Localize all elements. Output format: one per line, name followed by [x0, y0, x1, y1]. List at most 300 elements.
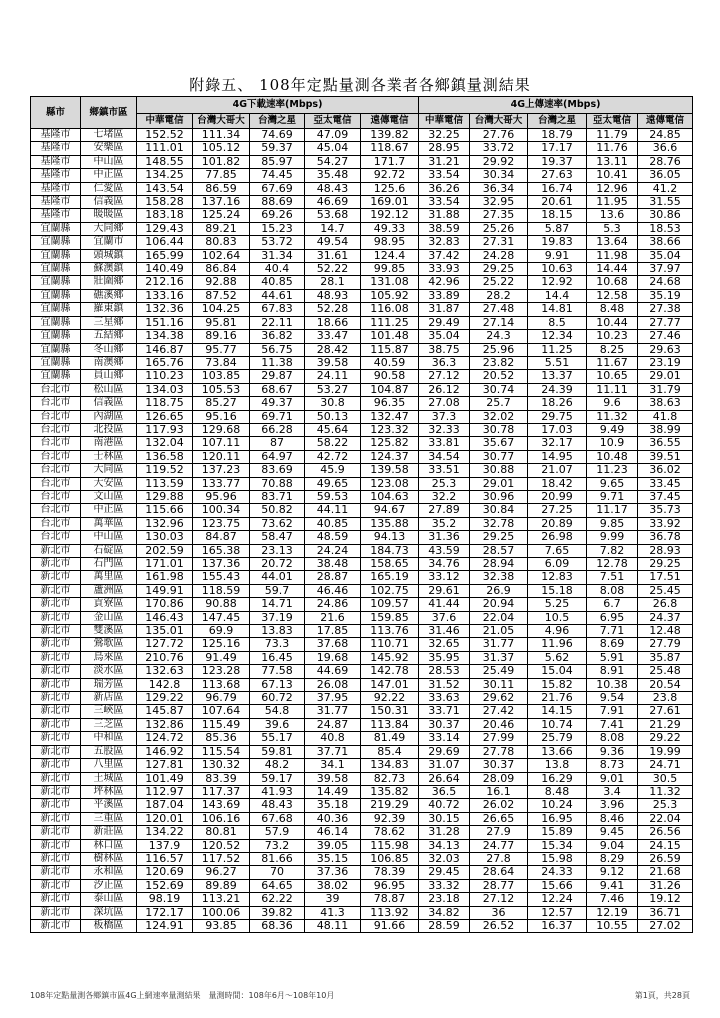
download-cell: 132.86: [137, 718, 193, 731]
upload-cell: 37.42: [419, 249, 470, 262]
download-cell: 110.23: [137, 370, 193, 383]
download-cell: 24.24: [305, 544, 361, 557]
district-cell: 三重區: [81, 812, 137, 825]
upload-cell: 25.45: [638, 584, 693, 597]
upload-cell: 22.04: [470, 611, 528, 624]
download-cell: 67.13: [250, 678, 305, 691]
upload-cell: 11.67: [587, 356, 638, 369]
ul-operator-header: 台灣之星: [528, 114, 587, 129]
download-cell: 91.66: [361, 919, 419, 932]
download-cell: 94.13: [361, 531, 419, 544]
download-cell: 113.84: [361, 718, 419, 731]
upload-cell: 30.77: [470, 450, 528, 463]
upload-cell: 28.93: [638, 544, 693, 557]
download-cell: 85.4: [361, 745, 419, 758]
district-cell: 信義區: [81, 397, 137, 410]
upload-cell: 31.26: [638, 879, 693, 892]
upload-cell: 29.45: [419, 866, 470, 879]
county-cell: 台北市: [31, 477, 81, 490]
download-cell: 35.48: [305, 169, 361, 182]
county-cell: 台北市: [31, 437, 81, 450]
download-cell: 139.82: [361, 129, 419, 142]
upload-cell: 19.12: [638, 893, 693, 906]
upload-cell: 32.38: [470, 571, 528, 584]
results-table: [30, 96, 693, 933]
district-cell: 三芝區: [81, 718, 137, 731]
upload-cell: 27.89: [419, 504, 470, 517]
upload-cell: 14.15: [528, 705, 587, 718]
download-cell: 45.64: [305, 423, 361, 436]
upload-cell: 36.78: [638, 531, 693, 544]
table-row: [31, 249, 693, 262]
upload-cell: 29.01: [470, 477, 528, 490]
download-cell: 48.2: [250, 759, 305, 772]
download-cell: 68.36: [250, 919, 305, 932]
county-cell: 台北市: [31, 450, 81, 463]
upload-cell: 11.95: [587, 196, 638, 209]
download-cell: 125.24: [193, 209, 250, 222]
table-row: [31, 531, 693, 544]
download-cell: 45.04: [305, 142, 361, 155]
download-cell: 119.52: [137, 464, 193, 477]
upload-cell: 23.19: [638, 356, 693, 369]
county-cell: 宜蘭縣: [31, 316, 81, 329]
upload-cell: 26.98: [528, 531, 587, 544]
download-cell: 148.55: [137, 155, 193, 168]
download-cell: 69.9: [193, 625, 250, 638]
table-row: [31, 303, 693, 316]
upload-cell: 31.36: [419, 531, 470, 544]
table-row: [31, 893, 693, 906]
county-cell: 新北市: [31, 879, 81, 892]
upload-cell: 12.92: [528, 276, 587, 289]
table-row: [31, 598, 693, 611]
upload-cell: 27.14: [470, 316, 528, 329]
upload-cell: 9.6: [587, 397, 638, 410]
download-cell: 127.72: [137, 638, 193, 651]
district-cell: 仁愛區: [81, 182, 137, 195]
upload-cell: 10.23: [587, 330, 638, 343]
upload-cell: 5.3: [587, 222, 638, 235]
district-cell: 萬華區: [81, 517, 137, 530]
download-cell: 105.12: [193, 142, 250, 155]
download-cell: 34.1: [305, 759, 361, 772]
upload-cell: 33.81: [419, 437, 470, 450]
download-cell: 87: [250, 437, 305, 450]
download-cell: 123.75: [193, 517, 250, 530]
district-cell: 大安區: [81, 477, 137, 490]
upload-cell: 7.65: [528, 544, 587, 557]
upload-cell: 32.65: [419, 638, 470, 651]
upload-cell: 29.69: [419, 745, 470, 758]
table-row: [31, 142, 693, 155]
upload-cell: 29.49: [419, 316, 470, 329]
county-cell: 新北市: [31, 785, 81, 798]
download-cell: 55.17: [250, 732, 305, 745]
upload-cell: 34.82: [419, 906, 470, 919]
district-cell: 八里區: [81, 759, 137, 772]
upload-cell: 38.75: [419, 343, 470, 356]
upload-cell: 17.17: [528, 142, 587, 155]
upload-cell: 10.41: [587, 169, 638, 182]
download-cell: 44.69: [305, 665, 361, 678]
upload-cell: 15.82: [528, 678, 587, 691]
download-cell: 113.68: [193, 678, 250, 691]
download-cell: 53.27: [305, 383, 361, 396]
upload-cell: 33.51: [419, 464, 470, 477]
upload-cell: 12.78: [587, 558, 638, 571]
download-cell: 90.88: [193, 598, 250, 611]
upload-cell: 38.59: [419, 222, 470, 235]
table-row: [31, 370, 693, 383]
district-cell: 板橋區: [81, 919, 137, 932]
download-cell: 59.7: [250, 584, 305, 597]
upload-cell: 27.12: [419, 370, 470, 383]
county-cell: 新北市: [31, 625, 81, 638]
download-cell: 95.16: [193, 410, 250, 423]
download-cell: 130.03: [137, 531, 193, 544]
download-cell: 77.85: [193, 169, 250, 182]
upload-cell: 27.63: [528, 169, 587, 182]
upload-cell: 36.55: [638, 437, 693, 450]
download-cell: 129.88: [137, 490, 193, 503]
table-row: [31, 611, 693, 624]
download-cell: 95.96: [193, 490, 250, 503]
download-cell: 48.11: [305, 919, 361, 932]
upload-cell: 5.25: [528, 598, 587, 611]
download-cell: 132.04: [137, 437, 193, 450]
county-cell: 新北市: [31, 732, 81, 745]
table-row: [31, 665, 693, 678]
upload-cell: 31.77: [470, 638, 528, 651]
county-cell: 新北市: [31, 852, 81, 865]
county-cell: 新北市: [31, 919, 81, 932]
download-cell: 67.68: [250, 812, 305, 825]
upload-cell: 29.62: [470, 692, 528, 705]
district-cell: 羅東鎮: [81, 303, 137, 316]
download-cell: 50.13: [305, 410, 361, 423]
download-cell: 37.95: [305, 692, 361, 705]
upload-cell: 24.85: [638, 129, 693, 142]
upload-cell: 31.79: [638, 383, 693, 396]
upload-cell: 36.34: [470, 182, 528, 195]
download-cell: 49.54: [305, 236, 361, 249]
download-group-header: 4G下載速率(Mbps): [137, 97, 419, 114]
upload-cell: 41.44: [419, 598, 470, 611]
upload-cell: 39.51: [638, 450, 693, 463]
district-cell: 七堵區: [81, 129, 137, 142]
upload-cell: 29.25: [470, 263, 528, 276]
district-cell: 礁溪鄉: [81, 289, 137, 302]
upload-cell: 25.79: [528, 732, 587, 745]
download-cell: 56.75: [250, 343, 305, 356]
download-cell: 40.8: [305, 732, 361, 745]
download-cell: 120.01: [137, 812, 193, 825]
download-cell: 113.76: [361, 625, 419, 638]
download-cell: 29.87: [250, 370, 305, 383]
upload-cell: 28.59: [419, 919, 470, 932]
county-cell: 宜蘭縣: [31, 236, 81, 249]
download-cell: 118.59: [193, 584, 250, 597]
upload-cell: 18.15: [528, 209, 587, 222]
download-cell: 111.34: [193, 129, 250, 142]
district-cell: 樹林區: [81, 852, 137, 865]
upload-cell: 8.73: [587, 759, 638, 772]
download-cell: 93.85: [193, 919, 250, 932]
download-cell: 113.59: [137, 477, 193, 490]
download-cell: 165.99: [137, 249, 193, 262]
table-row: [31, 450, 693, 463]
download-cell: 129.43: [137, 222, 193, 235]
download-cell: 219.29: [361, 799, 419, 812]
county-cell: 基隆市: [31, 155, 81, 168]
upload-cell: 21.05: [470, 625, 528, 638]
download-cell: 112.97: [137, 785, 193, 798]
upload-cell: 9.41: [587, 879, 638, 892]
upload-cell: 27.25: [528, 504, 587, 517]
upload-cell: 27.08: [419, 397, 470, 410]
upload-cell: 18.53: [638, 222, 693, 235]
upload-cell: 9.85: [587, 517, 638, 530]
download-cell: 104.87: [361, 383, 419, 396]
district-cell: 泰山區: [81, 893, 137, 906]
upload-cell: 9.91: [528, 249, 587, 262]
download-cell: 172.17: [137, 906, 193, 919]
upload-cell: 21.07: [528, 464, 587, 477]
county-cell: 基隆市: [31, 182, 81, 195]
download-cell: 137.9: [137, 839, 193, 852]
download-cell: 109.57: [361, 598, 419, 611]
upload-cell: 11.79: [587, 129, 638, 142]
upload-cell: 11.25: [528, 343, 587, 356]
table-row: [31, 571, 693, 584]
download-cell: 116.08: [361, 303, 419, 316]
upload-cell: 33.54: [419, 169, 470, 182]
download-cell: 73.2: [250, 839, 305, 852]
download-cell: 39.05: [305, 839, 361, 852]
district-cell: 蘇澳鎮: [81, 263, 137, 276]
download-cell: 31.61: [305, 249, 361, 262]
download-cell: 134.03: [137, 383, 193, 396]
download-cell: 48.43: [305, 182, 361, 195]
county-cell: 新北市: [31, 906, 81, 919]
upload-cell: 15.04: [528, 665, 587, 678]
download-cell: 85.27: [193, 397, 250, 410]
upload-cell: 43.59: [419, 544, 470, 557]
upload-cell: 16.95: [528, 812, 587, 825]
download-cell: 89.89: [193, 879, 250, 892]
upload-cell: 16.29: [528, 772, 587, 785]
upload-cell: 29.01: [638, 370, 693, 383]
upload-cell: 13.11: [587, 155, 638, 168]
download-cell: 111.01: [137, 142, 193, 155]
upload-cell: 36.26: [419, 182, 470, 195]
download-cell: 24.86: [305, 598, 361, 611]
download-cell: 137.23: [193, 464, 250, 477]
county-cell: 台北市: [31, 504, 81, 517]
upload-cell: 38.63: [638, 397, 693, 410]
download-cell: 143.54: [137, 182, 193, 195]
download-cell: 46.14: [305, 826, 361, 839]
upload-cell: 9.36: [587, 745, 638, 758]
download-cell: 92.88: [193, 276, 250, 289]
download-cell: 40.85: [305, 517, 361, 530]
upload-cell: 15.18: [528, 584, 587, 597]
download-cell: 66.28: [250, 423, 305, 436]
upload-cell: 9.04: [587, 839, 638, 852]
dl-operator-header: 遠傳電信: [361, 114, 419, 129]
download-cell: 49.33: [361, 222, 419, 235]
download-cell: 171.7: [361, 155, 419, 168]
download-cell: 33.47: [305, 330, 361, 343]
download-cell: 117.52: [193, 852, 250, 865]
download-cell: 44.61: [250, 289, 305, 302]
download-cell: 117.37: [193, 785, 250, 798]
download-cell: 102.64: [193, 249, 250, 262]
district-cell: 石門區: [81, 558, 137, 571]
upload-cell: 32.83: [419, 236, 470, 249]
upload-cell: 20.99: [528, 490, 587, 503]
district-cell: 三峽區: [81, 705, 137, 718]
district-cell: 安樂區: [81, 142, 137, 155]
download-cell: 183.18: [137, 209, 193, 222]
upload-cell: 24.15: [638, 839, 693, 852]
district-cell: 壯圍鄉: [81, 276, 137, 289]
upload-cell: 33.32: [419, 879, 470, 892]
upload-cell: 14.44: [587, 263, 638, 276]
upload-cell: 10.63: [528, 263, 587, 276]
download-cell: 39.6: [250, 718, 305, 731]
download-cell: 49.65: [305, 477, 361, 490]
download-cell: 80.81: [193, 826, 250, 839]
download-cell: 137.36: [193, 558, 250, 571]
upload-cell: 35.67: [470, 437, 528, 450]
district-cell: 三星鄉: [81, 316, 137, 329]
upload-cell: 21.76: [528, 692, 587, 705]
upload-cell: 21.29: [638, 718, 693, 731]
upload-cell: 29.22: [638, 732, 693, 745]
download-cell: 78.87: [361, 893, 419, 906]
upload-cell: 7.51: [587, 571, 638, 584]
download-cell: 143.69: [193, 799, 250, 812]
download-cell: 46.69: [305, 196, 361, 209]
download-cell: 145.92: [361, 651, 419, 664]
table-row: [31, 155, 693, 168]
county-cell: 台北市: [31, 383, 81, 396]
table-row: [31, 477, 693, 490]
upload-cell: 11.11: [587, 383, 638, 396]
upload-cell: 38.99: [638, 423, 693, 436]
upload-cell: 33.54: [419, 196, 470, 209]
upload-cell: 10.74: [528, 718, 587, 731]
download-cell: 155.43: [193, 571, 250, 584]
download-cell: 86.84: [193, 263, 250, 276]
district-cell: 雙溪區: [81, 625, 137, 638]
district-cell: 瑞芳區: [81, 678, 137, 691]
upload-cell: 10.65: [587, 370, 638, 383]
upload-cell: 26.9: [470, 584, 528, 597]
upload-cell: 20.54: [638, 678, 693, 691]
upload-cell: 11.76: [587, 142, 638, 155]
district-cell: 員山鄉: [81, 370, 137, 383]
county-cell: 宜蘭縣: [31, 263, 81, 276]
district-cell: 萬里區: [81, 571, 137, 584]
upload-cell: 7.71: [587, 625, 638, 638]
page-title: 附錄五、 108年定點量測各業者各鄉鎮量測結果: [189, 76, 531, 94]
table-row: [31, 584, 693, 597]
district-cell: 汐止區: [81, 879, 137, 892]
upload-cell: 19.83: [528, 236, 587, 249]
download-cell: 39.58: [305, 356, 361, 369]
upload-cell: 42.96: [419, 276, 470, 289]
download-cell: 73.84: [193, 356, 250, 369]
download-cell: 37.68: [305, 638, 361, 651]
county-cell: 新北市: [31, 705, 81, 718]
upload-cell: 12.83: [528, 571, 587, 584]
upload-cell: 15.66: [528, 879, 587, 892]
upload-cell: 29.61: [419, 584, 470, 597]
table-row: [31, 397, 693, 410]
table-row: [31, 236, 693, 249]
download-cell: 106.44: [137, 236, 193, 249]
county-cell: 新北市: [31, 826, 81, 839]
upload-cell: 9.71: [587, 490, 638, 503]
download-cell: 36.82: [250, 330, 305, 343]
download-cell: 89.21: [193, 222, 250, 235]
download-cell: 123.32: [361, 423, 419, 436]
download-cell: 165.19: [361, 571, 419, 584]
upload-cell: 25.48: [638, 665, 693, 678]
upload-cell: 10.38: [587, 678, 638, 691]
upload-cell: 25.22: [470, 276, 528, 289]
download-cell: 165.76: [137, 356, 193, 369]
upload-cell: 8.08: [587, 732, 638, 745]
download-cell: 165.38: [193, 544, 250, 557]
upload-cell: 32.78: [470, 517, 528, 530]
table-row: [31, 745, 693, 758]
table-row: [31, 692, 693, 705]
upload-cell: 35.19: [638, 289, 693, 302]
download-cell: 69.26: [250, 209, 305, 222]
table-row: [31, 263, 693, 276]
download-cell: 187.04: [137, 799, 193, 812]
upload-cell: 25.3: [638, 799, 693, 812]
upload-cell: 28.94: [470, 558, 528, 571]
download-cell: 113.21: [193, 893, 250, 906]
county-cell: 宜蘭縣: [31, 249, 81, 262]
download-cell: 124.72: [137, 732, 193, 745]
upload-cell: 41.8: [638, 410, 693, 423]
upload-cell: 24.37: [638, 611, 693, 624]
upload-cell: 27.9: [470, 826, 528, 839]
download-cell: 73.3: [250, 638, 305, 651]
upload-cell: 35.04: [638, 249, 693, 262]
download-cell: 134.38: [137, 330, 193, 343]
download-cell: 60.72: [250, 692, 305, 705]
download-cell: 169.01: [361, 196, 419, 209]
download-cell: 37.71: [305, 745, 361, 758]
download-cell: 24.11: [305, 370, 361, 383]
upload-cell: 14.4: [528, 289, 587, 302]
download-cell: 40.4: [250, 263, 305, 276]
county-cell: 新北市: [31, 638, 81, 651]
upload-cell: 27.79: [638, 638, 693, 651]
download-cell: 113.92: [361, 906, 419, 919]
upload-cell: 19.99: [638, 745, 693, 758]
table-row: [31, 651, 693, 664]
upload-cell: 7.91: [587, 705, 638, 718]
download-cell: 83.39: [193, 772, 250, 785]
